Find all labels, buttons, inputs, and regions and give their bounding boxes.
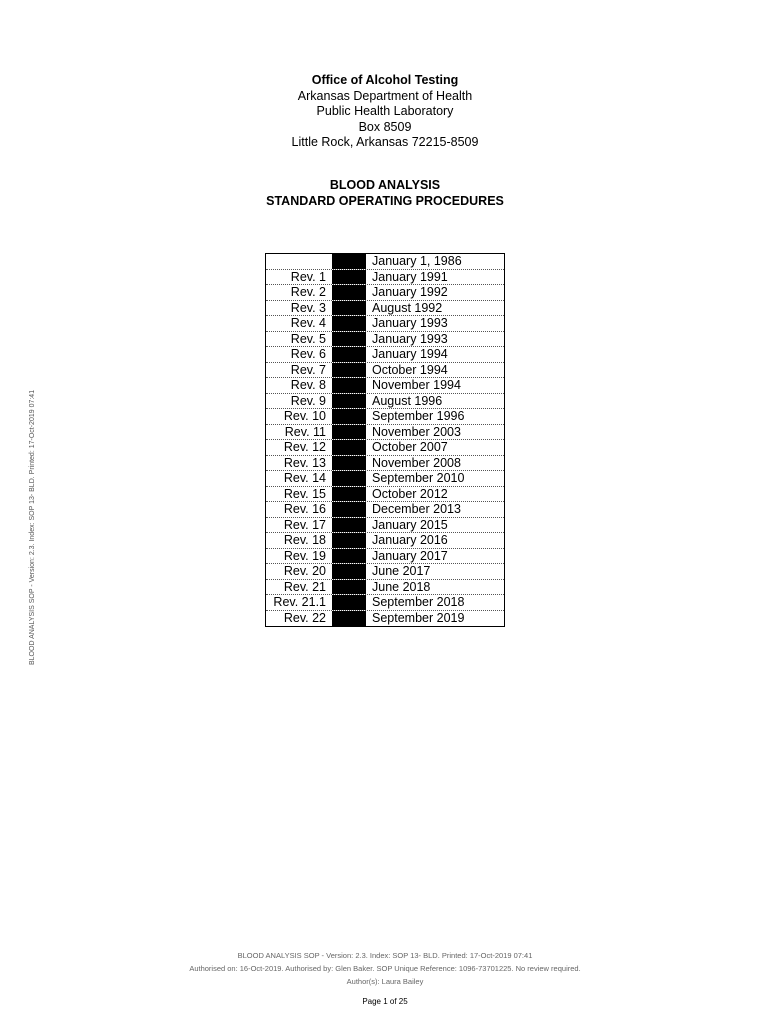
table-row: [266, 533, 504, 549]
footer-authorisation: Authorised on: 16-Oct-2019. Authorised by: Glen Baker. SOP Unique Reference: 1096-73701225. No review required.: [189, 964, 581, 973]
letterhead: [0, 73, 770, 151]
revision-label: Rev. 16: [266, 502, 333, 517]
revision-label: Rev. 15: [266, 487, 333, 502]
revision-date: November 2008: [365, 456, 504, 471]
revision-bar: [333, 254, 365, 269]
table-row: [266, 363, 504, 379]
document-title-line1: BLOOD ANALYSIS: [329, 178, 441, 192]
revision-label: Rev. 20: [266, 564, 333, 579]
revision-bar: [333, 518, 365, 533]
revision-label: [266, 254, 333, 269]
revision-date: October 2012: [365, 487, 504, 502]
table-row: [266, 502, 504, 518]
revision-label: Rev. 21: [266, 580, 333, 595]
revision-label: Rev. 6: [266, 347, 333, 362]
revision-label: Rev. 11: [266, 425, 333, 440]
revision-history-table: [265, 253, 505, 627]
revision-date: August 1996: [365, 394, 504, 409]
table-row: [266, 316, 504, 332]
box-address: Box 8509: [358, 119, 412, 134]
revision-date: October 1994: [365, 363, 504, 378]
table-row: [266, 549, 504, 565]
revision-label: Rev. 2: [266, 285, 333, 300]
revision-bar: [333, 394, 365, 409]
revision-label: Rev. 10: [266, 409, 333, 424]
revision-bar: [333, 347, 365, 362]
revision-bar: [333, 332, 365, 347]
table-row: [266, 254, 504, 270]
revision-label: Rev. 8: [266, 378, 333, 393]
table-row: [266, 425, 504, 441]
table-row: [266, 456, 504, 472]
revision-bar: [333, 270, 365, 285]
table-row: [266, 518, 504, 534]
revision-bar: [333, 285, 365, 300]
revision-label: Rev. 22: [266, 611, 333, 627]
lab-name: Public Health Laboratory: [316, 104, 454, 118]
table-row: [266, 564, 504, 580]
revision-bar: [333, 595, 365, 610]
revision-bar: [333, 580, 365, 595]
revision-label: Rev. 3: [266, 301, 333, 316]
revision-bar: [333, 301, 365, 316]
revision-date: June 2017: [365, 564, 504, 579]
revision-bar: [333, 456, 365, 471]
revision-date: September 2019: [365, 611, 504, 627]
revision-label: Rev. 5: [266, 332, 333, 347]
revision-date: January 2016: [365, 533, 504, 548]
revision-date: January 1993: [365, 316, 504, 331]
revision-label: Rev. 4: [266, 316, 333, 331]
city-address: Little Rock, Arkansas 72215-8509: [291, 135, 479, 149]
revision-bar: [333, 316, 365, 331]
revision-bar: [333, 440, 365, 455]
table-row: [266, 347, 504, 363]
revision-date: September 2010: [365, 471, 504, 486]
table-row: [266, 409, 504, 425]
revision-date: August 1992: [365, 301, 504, 316]
revision-date: September 1996: [365, 409, 504, 424]
revision-label: Rev. 7: [266, 363, 333, 378]
revision-label: Rev. 1: [266, 270, 333, 285]
revision-date: January 1994: [365, 347, 504, 362]
table-row: [266, 270, 504, 286]
revision-date: November 2003: [365, 425, 504, 440]
document-title: [0, 178, 770, 209]
revision-date: January 1991: [365, 270, 504, 285]
revision-bar: [333, 502, 365, 517]
side-watermark: BLOOD ANALYSIS SOP - Version: 2.3. Index: SOP 13- BLD. Printed: 17-Oct-2019 07:41: [29, 389, 36, 665]
revision-label: Rev. 19: [266, 549, 333, 564]
table-row: [266, 487, 504, 503]
footer-sop-info: BLOOD ANALYSIS SOP - Version: 2.3. Index: SOP 13- BLD. Printed: 17-Oct-2019 07:41: [237, 951, 533, 960]
revision-label: Rev. 18: [266, 533, 333, 548]
revision-label: Rev. 12: [266, 440, 333, 455]
page-number: Page 1 of 25: [362, 997, 408, 1006]
revision-bar: [333, 363, 365, 378]
revision-bar: [333, 487, 365, 502]
revision-date: December 2013: [365, 502, 504, 517]
revision-bar: [333, 409, 365, 424]
table-row: [266, 471, 504, 487]
table-row: [266, 285, 504, 301]
revision-date: November 1994: [365, 378, 504, 393]
table-row: [266, 394, 504, 410]
footer-authors: Author(s): Laura Bailey: [346, 977, 424, 986]
department-name: Arkansas Department of Health: [297, 88, 473, 103]
revision-date: January 1993: [365, 332, 504, 347]
office-title: Office of Alcohol Testing: [311, 73, 459, 87]
revision-bar: [333, 378, 365, 393]
revision-date: January 1992: [365, 285, 504, 300]
revision-bar: [333, 611, 365, 627]
revision-date: September 2018: [365, 595, 504, 610]
table-row: [266, 580, 504, 596]
revision-date: January 2017: [365, 549, 504, 564]
table-row: [266, 378, 504, 394]
document-title-line2: STANDARD OPERATING PROCEDURES: [266, 193, 504, 208]
revision-label: Rev. 13: [266, 456, 333, 471]
table-row: [266, 440, 504, 456]
table-row: [266, 301, 504, 317]
revision-bar: [333, 564, 365, 579]
table-row: [266, 595, 504, 611]
revision-label: Rev. 21.1: [266, 595, 333, 610]
revision-label: Rev. 17: [266, 518, 333, 533]
revision-date: June 2018: [365, 580, 504, 595]
table-row: [266, 332, 504, 348]
revision-bar: [333, 425, 365, 440]
table-row: [266, 611, 504, 627]
revision-date: January 2015: [365, 518, 504, 533]
revision-date: October 2007: [365, 440, 504, 455]
revision-bar: [333, 533, 365, 548]
revision-bar: [333, 471, 365, 486]
revision-bar: [333, 549, 365, 564]
revision-date: January 1, 1986: [365, 254, 504, 269]
revision-label: Rev. 9: [266, 394, 333, 409]
revision-label: Rev. 14: [266, 471, 333, 486]
